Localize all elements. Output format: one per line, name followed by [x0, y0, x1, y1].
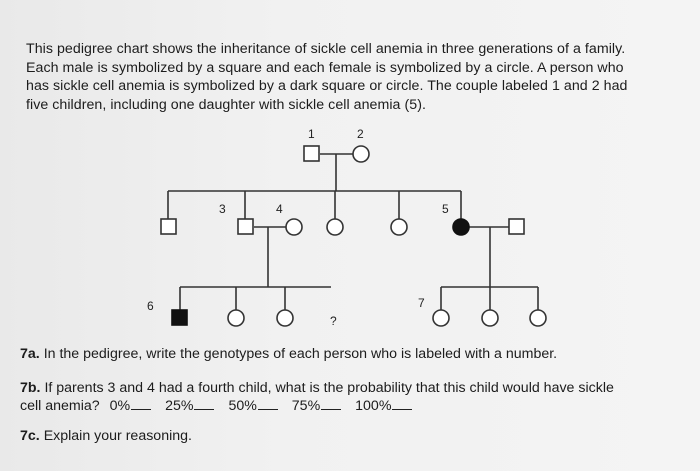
answer-blank[interactable]	[392, 397, 412, 410]
individual-gen2-male	[161, 219, 176, 234]
label-4: 4	[276, 202, 283, 216]
answer-blank[interactable]	[321, 397, 341, 410]
label-2: 2	[357, 127, 364, 141]
individual-5-husband-male	[509, 219, 524, 234]
question-7c-text: Explain your reasoning.	[43, 428, 192, 444]
label-7: 7	[418, 296, 425, 310]
individual-1-male	[304, 146, 319, 161]
individual-gen3-female-b	[277, 310, 293, 326]
answer-blank[interactable]	[194, 397, 214, 410]
question-7a-text: In the pedigree, write the genotypes of each person who is labeled with a number.	[43, 346, 558, 362]
option-25-percent[interactable]: 25%	[165, 397, 224, 415]
individual-3-male	[238, 219, 253, 234]
option-75-percent[interactable]: 75%	[292, 397, 351, 415]
label-3: 3	[219, 202, 226, 216]
label-6: 6	[147, 299, 154, 313]
question-7c-number: 7c.	[20, 428, 40, 444]
individual-6-affected-male	[172, 310, 187, 325]
individual-gen3-female-c	[482, 310, 498, 326]
individual-4-female	[286, 219, 302, 235]
intro-line: Each male is symbolized by a square and each female is symbolized by a circle. A person who	[26, 59, 624, 76]
question-7a	[20, 345, 690, 363]
question-7b-line2: cell anemia?	[20, 398, 100, 414]
question-7a-number: 7a.	[20, 346, 40, 362]
individual-gen3-female-a	[228, 310, 244, 326]
individual-5-affected-female	[453, 219, 469, 235]
label-1: 1	[308, 127, 315, 141]
individual-7-female	[433, 310, 449, 326]
answer-blank[interactable]	[131, 397, 151, 410]
question-7b-text: If parents 3 and 4 had a fourth child, what is the probability that this child would have sickle	[44, 380, 614, 396]
individual-gen3-female-d	[530, 310, 546, 326]
option-100-percent[interactable]: 100%	[355, 397, 422, 415]
label-5: 5	[442, 202, 449, 216]
individual-gen2-female-b	[391, 219, 407, 235]
question-7c	[20, 427, 690, 445]
individual-gen2-female-a	[327, 219, 343, 235]
intro-line: five children, including one daughter with sickle cell anemia (5).	[26, 96, 426, 113]
question-7b-number: 7b.	[20, 380, 41, 396]
option-0-percent[interactable]: 0%	[110, 397, 162, 415]
option-50-percent[interactable]: 50%	[228, 397, 287, 415]
label-unknown-child: ?	[330, 314, 337, 328]
individual-2-female	[353, 146, 369, 162]
question-7b-options	[20, 397, 690, 415]
answer-blank[interactable]	[258, 397, 278, 410]
intro-line: This pedigree chart shows the inheritance of sickle cell anemia in three generations of a family.	[26, 41, 626, 57]
intro-line: has sickle cell anemia is symbolized by a dark square or circle. The couple labeled 1 and 2 had	[26, 78, 628, 94]
question-7b	[20, 379, 690, 415]
